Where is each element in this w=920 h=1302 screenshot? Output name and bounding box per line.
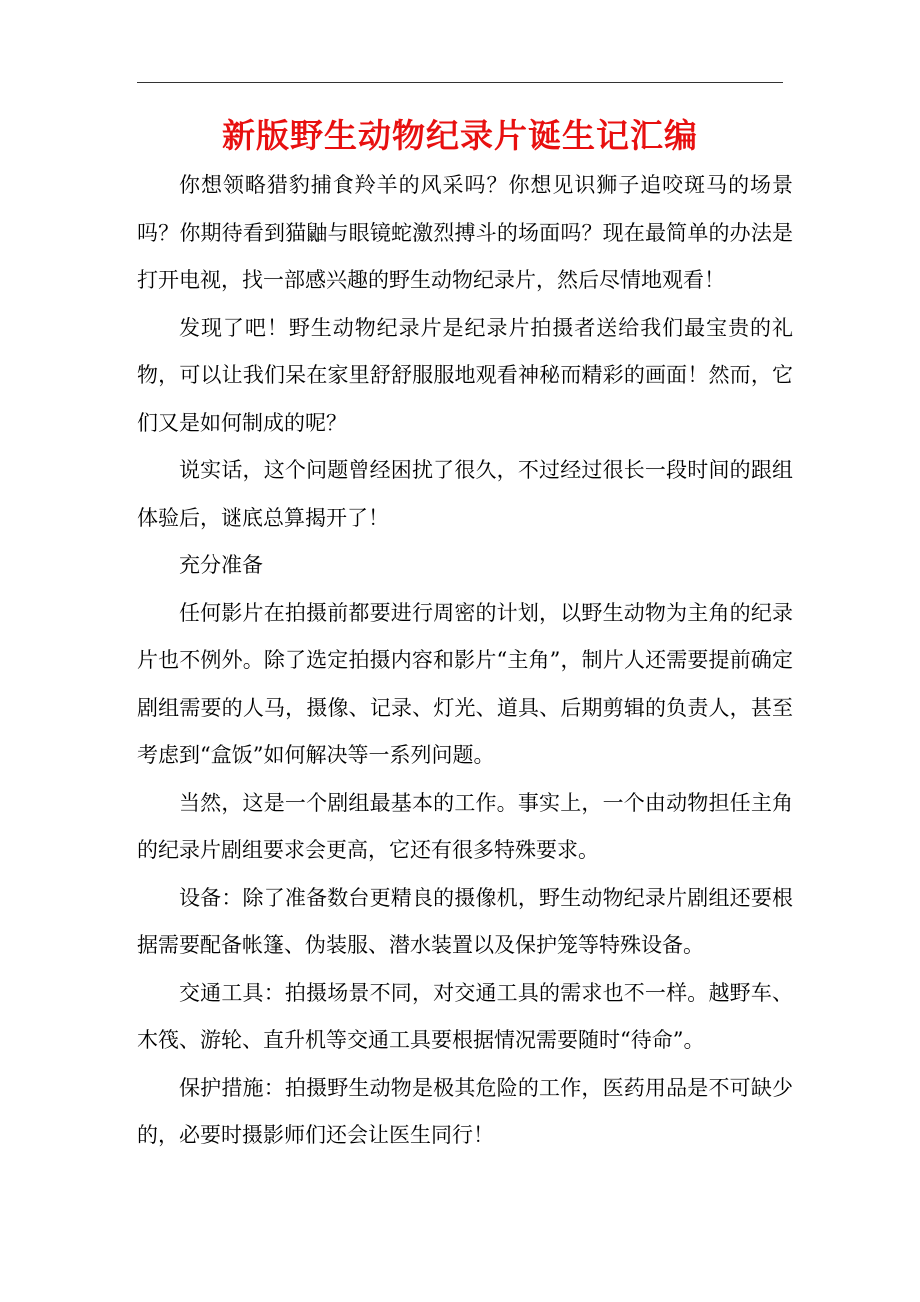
paragraph-protection: 保护措施：拍摄野生动物是极其危险的工作，医药用品是不可缺少的，必要时摄影师们还会让医生同行！ bbox=[137, 1075, 793, 1147]
paragraph-honestly: 说实话，这个问题曾经困扰了很久，不过经过很长一段时间的跟组体验后，谜底总算揭开了！ bbox=[137, 458, 793, 530]
header-rule bbox=[137, 82, 783, 83]
section-heading-preparation: 充分准备 bbox=[179, 553, 263, 577]
paragraph-transport: 交通工具：拍摄场景不同，对交通工具的需求也不一样。越野车、木筏、游轮、直升机等交通工具要根据情况需要随时“待命”。 bbox=[137, 980, 793, 1052]
paragraph-discovery: 发现了吧！野生动物纪录片是纪录片拍摄者送给我们最宝贵的礼物，可以让我们呆在家里舒舒服服地观看神秘而精彩的画面！然而，它们又是如何制成的呢？ bbox=[137, 315, 793, 435]
paragraph-basic-work: 当然，这是一个剧组最基本的工作。事实上，一个由动物担任主角的纪录片剧组要求会更高，它还有很多特殊要求。 bbox=[137, 790, 793, 862]
paragraph-intro: 你想领略猎豹捕食羚羊的风采吗？你想见识狮子追咬斑马的场景吗？你期待看到猫鼬与眼镜蛇激烈搏斗的场面吗？现在最简单的办法是打开电视，找一部感兴趣的野生动物纪录片，然后尽情地观看！ bbox=[137, 173, 793, 292]
document-title: 新版野生动物纪录片诞生记汇编 bbox=[222, 116, 698, 155]
paragraph-equipment: 设备：除了准备数台更精良的摄像机，野生动物纪录片剧组还要根据需要配备帐篷、伪装服、潜水装置以及保护笼等特殊设备。 bbox=[137, 885, 793, 957]
paragraph-planning: 任何影片在拍摄前都要进行周密的计划，以野生动物为主角的纪录片也不例外。除了选定拍摄内容和影片“主角”，制片人还需要提前确定剧组需要的人马，摄像、记录、灯光、道具、后期剪辑的负责人，甚至考虑到“盒饭”如何解决等一系列问题。 bbox=[137, 600, 793, 767]
document-body bbox=[137, 162, 793, 1160]
